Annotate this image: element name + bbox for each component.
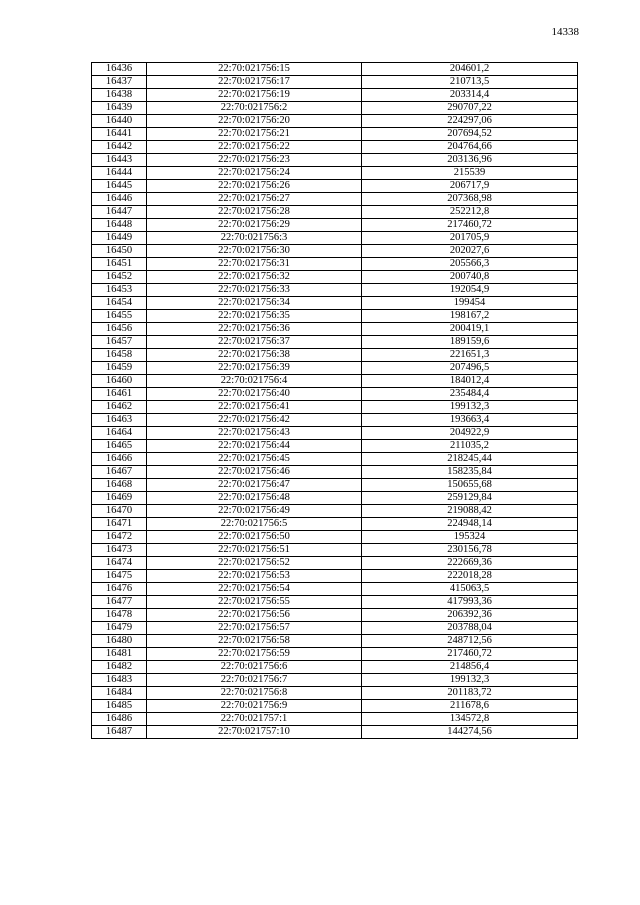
table-row [92,505,578,518]
cadastral-number-cell: 22:70:021756:51 [147,544,362,557]
cadastral-value-cell: 290707,22 [362,102,578,115]
row-number-cell: 16459 [92,362,147,375]
cadastral-number-cell: 22:70:021756:46 [147,466,362,479]
row-number-cell: 16466 [92,453,147,466]
cadastral-number-cell: 22:70:021756:28 [147,206,362,219]
row-number-cell: 16461 [92,388,147,401]
row-number-cell: 16456 [92,323,147,336]
cadastral-number-cell: 22:70:021756:23 [147,154,362,167]
row-number-cell: 16467 [92,466,147,479]
cadastral-number-cell: 22:70:021756:21 [147,128,362,141]
row-number-cell: 16472 [92,531,147,544]
row-number-cell: 16487 [92,726,147,739]
row-number-cell: 16443 [92,154,147,167]
table-row [92,544,578,557]
row-number-cell: 16455 [92,310,147,323]
cadastral-value-cell: 210713,5 [362,76,578,89]
table-row [92,726,578,739]
row-number-cell: 16460 [92,375,147,388]
table-row [92,479,578,492]
row-number-cell: 16484 [92,687,147,700]
row-number-cell: 16448 [92,219,147,232]
cadastral-value-cell: 215539 [362,167,578,180]
table-row [92,362,578,375]
row-number-cell: 16442 [92,141,147,154]
cadastral-number-cell: 22:70:021756:48 [147,492,362,505]
table-row [92,245,578,258]
table-row [92,570,578,583]
table-row [92,661,578,674]
table-row [92,193,578,206]
row-number-cell: 16485 [92,700,147,713]
table-row [92,63,578,76]
cadastral-number-cell: 22:70:021756:30 [147,245,362,258]
cadastral-value-table [91,62,578,739]
cadastral-number-cell: 22:70:021756:31 [147,258,362,271]
table-row [92,492,578,505]
row-number-cell: 16453 [92,284,147,297]
cadastral-value-cell: 259129,84 [362,492,578,505]
cadastral-value-cell: 415063,5 [362,583,578,596]
table-row [92,375,578,388]
row-number-cell: 16473 [92,544,147,557]
row-number-cell: 16478 [92,609,147,622]
cadastral-number-cell: 22:70:021757:10 [147,726,362,739]
cadastral-number-cell: 22:70:021756:8 [147,687,362,700]
row-number-cell: 16444 [92,167,147,180]
table-row [92,427,578,440]
cadastral-value-cell: 204764,66 [362,141,578,154]
table-row [92,557,578,570]
row-number-cell: 16464 [92,427,147,440]
cadastral-value-cell: 199132,3 [362,674,578,687]
row-number-cell: 16468 [92,479,147,492]
cadastral-number-cell: 22:70:021756:35 [147,310,362,323]
table-row [92,713,578,726]
table-row [92,349,578,362]
row-number-cell: 16436 [92,63,147,76]
cadastral-value-cell: 252212,8 [362,206,578,219]
cadastral-value-cell: 195324 [362,531,578,544]
cadastral-value-cell: 207694,52 [362,128,578,141]
cadastral-number-cell: 22:70:021756:54 [147,583,362,596]
row-number-cell: 16465 [92,440,147,453]
table-row [92,310,578,323]
cadastral-value-cell: 207368,98 [362,193,578,206]
row-number-cell: 16452 [92,271,147,284]
table-row [92,232,578,245]
cadastral-value-cell: 201183,72 [362,687,578,700]
table-row [92,297,578,310]
table-row [92,414,578,427]
cadastral-value-cell: 214856,4 [362,661,578,674]
cadastral-value-cell: 200419,1 [362,323,578,336]
cadastral-value-cell: 207496,5 [362,362,578,375]
table-row [92,271,578,284]
cadastral-value-cell: 217460,72 [362,219,578,232]
cadastral-value-cell: 189159,6 [362,336,578,349]
cadastral-value-cell: 206717,9 [362,180,578,193]
cadastral-value-cell: 200740,8 [362,271,578,284]
row-number-cell: 16474 [92,557,147,570]
cadastral-value-cell: 230156,78 [362,544,578,557]
table-row [92,128,578,141]
cadastral-number-cell: 22:70:021756:15 [147,63,362,76]
row-number-cell: 16482 [92,661,147,674]
table-row [92,440,578,453]
cadastral-value-cell: 235484,4 [362,388,578,401]
cadastral-number-cell: 22:70:021756:2 [147,102,362,115]
cadastral-value-cell: 417993,36 [362,596,578,609]
row-number-cell: 16477 [92,596,147,609]
row-number-cell: 16446 [92,193,147,206]
cadastral-value-cell: 193663,4 [362,414,578,427]
cadastral-number-cell: 22:70:021756:50 [147,531,362,544]
cadastral-value-cell: 150655,68 [362,479,578,492]
cadastral-number-cell: 22:70:021756:24 [147,167,362,180]
row-number-cell: 16441 [92,128,147,141]
cadastral-number-cell: 22:70:021756:26 [147,180,362,193]
table-row [92,518,578,531]
cadastral-value-cell: 206392,36 [362,609,578,622]
table-row [92,115,578,128]
cadastral-number-cell: 22:70:021757:1 [147,713,362,726]
table-row [92,323,578,336]
cadastral-value-cell: 202027,6 [362,245,578,258]
table-row [92,167,578,180]
cadastral-number-cell: 22:70:021756:44 [147,440,362,453]
table-row [92,596,578,609]
cadastral-number-cell: 22:70:021756:7 [147,674,362,687]
cadastral-value-cell: 192054,9 [362,284,578,297]
cadastral-value-cell: 204601,2 [362,63,578,76]
cadastral-number-cell: 22:70:021756:39 [147,362,362,375]
cadastral-number-cell: 22:70:021756:34 [147,297,362,310]
row-number-cell: 16451 [92,258,147,271]
cadastral-number-cell: 22:70:021756:58 [147,635,362,648]
cadastral-value-cell: 218245,44 [362,453,578,466]
cadastral-number-cell: 22:70:021756:17 [147,76,362,89]
cadastral-value-cell: 203136,96 [362,154,578,167]
cadastral-number-cell: 22:70:021756:40 [147,388,362,401]
row-number-cell: 16479 [92,622,147,635]
cadastral-number-cell: 22:70:021756:19 [147,89,362,102]
row-number-cell: 16440 [92,115,147,128]
cadastral-number-cell: 22:70:021756:6 [147,661,362,674]
cadastral-number-cell: 22:70:021756:45 [147,453,362,466]
row-number-cell: 16438 [92,89,147,102]
row-number-cell: 16445 [92,180,147,193]
table-row [92,141,578,154]
row-number-cell: 16439 [92,102,147,115]
cadastral-number-cell: 22:70:021756:36 [147,323,362,336]
table-row [92,284,578,297]
cadastral-value-cell: 219088,42 [362,505,578,518]
cadastral-number-cell: 22:70:021756:3 [147,232,362,245]
row-number-cell: 16481 [92,648,147,661]
table-row [92,609,578,622]
cadastral-number-cell: 22:70:021756:29 [147,219,362,232]
cadastral-value-cell: 199454 [362,297,578,310]
cadastral-value-cell: 224948,14 [362,518,578,531]
row-number-cell: 16469 [92,492,147,505]
table-row [92,466,578,479]
cadastral-number-cell: 22:70:021756:27 [147,193,362,206]
cadastral-value-cell: 224297,06 [362,115,578,128]
row-number-cell: 16457 [92,336,147,349]
row-number-cell: 16462 [92,401,147,414]
cadastral-value-cell: 222018,28 [362,570,578,583]
table-body [92,63,578,739]
cadastral-number-cell: 22:70:021756:59 [147,648,362,661]
table-row [92,687,578,700]
cadastral-number-cell: 22:70:021756:9 [147,700,362,713]
cadastral-value-cell: 144274,56 [362,726,578,739]
table-row [92,700,578,713]
table-row [92,674,578,687]
cadastral-number-cell: 22:70:021756:43 [147,427,362,440]
row-number-cell: 16437 [92,76,147,89]
table-row [92,583,578,596]
cadastral-number-cell: 22:70:021756:20 [147,115,362,128]
cadastral-value-cell: 205566,3 [362,258,578,271]
table-row [92,453,578,466]
table-row [92,401,578,414]
cadastral-value-cell: 211678,6 [362,700,578,713]
cadastral-value-cell: 134572,8 [362,713,578,726]
cadastral-number-cell: 22:70:021756:33 [147,284,362,297]
table-row [92,102,578,115]
cadastral-value-cell: 198167,2 [362,310,578,323]
table-row [92,258,578,271]
cadastral-value-cell: 248712,56 [362,635,578,648]
row-number-cell: 16447 [92,206,147,219]
row-number-cell: 16476 [92,583,147,596]
row-number-cell: 16449 [92,232,147,245]
cadastral-number-cell: 22:70:021756:49 [147,505,362,518]
table-row [92,622,578,635]
table-row [92,180,578,193]
cadastral-number-cell: 22:70:021756:57 [147,622,362,635]
cadastral-value-cell: 217460,72 [362,648,578,661]
table-row [92,206,578,219]
cadastral-number-cell: 22:70:021756:41 [147,401,362,414]
row-number-cell: 16483 [92,674,147,687]
cadastral-value-cell: 203788,04 [362,622,578,635]
table-row [92,76,578,89]
row-number-cell: 16471 [92,518,147,531]
row-number-cell: 16458 [92,349,147,362]
table-row [92,635,578,648]
table-row [92,336,578,349]
cadastral-number-cell: 22:70:021756:56 [147,609,362,622]
cadastral-number-cell: 22:70:021756:32 [147,271,362,284]
cadastral-number-cell: 22:70:021756:37 [147,336,362,349]
cadastral-number-cell: 22:70:021756:47 [147,479,362,492]
table-row [92,89,578,102]
cadastral-number-cell: 22:70:021756:52 [147,557,362,570]
cadastral-number-cell: 22:70:021756:53 [147,570,362,583]
cadastral-number-cell: 22:70:021756:22 [147,141,362,154]
cadastral-number-cell: 22:70:021756:42 [147,414,362,427]
row-number-cell: 16454 [92,297,147,310]
cadastral-value-cell: 158235,84 [362,466,578,479]
cadastral-value-cell: 203314,4 [362,89,578,102]
row-number-cell: 16475 [92,570,147,583]
row-number-cell: 16463 [92,414,147,427]
table-row [92,154,578,167]
row-number-cell: 16470 [92,505,147,518]
page-number: 14338 [551,26,579,38]
row-number-cell: 16480 [92,635,147,648]
row-number-cell: 16450 [92,245,147,258]
cadastral-number-cell: 22:70:021756:5 [147,518,362,531]
table-row [92,219,578,232]
cadastral-value-cell: 204922,9 [362,427,578,440]
cadastral-value-cell: 211035,2 [362,440,578,453]
cadastral-value-cell: 201705,9 [362,232,578,245]
cadastral-value-cell: 199132,3 [362,401,578,414]
table-row [92,388,578,401]
cadastral-value-cell: 222669,36 [362,557,578,570]
cadastral-number-cell: 22:70:021756:38 [147,349,362,362]
row-number-cell: 16486 [92,713,147,726]
cadastral-value-cell: 184012,4 [362,375,578,388]
cadastral-number-cell: 22:70:021756:4 [147,375,362,388]
table-row [92,648,578,661]
table-row [92,531,578,544]
cadastral-value-cell: 221651,3 [362,349,578,362]
cadastral-number-cell: 22:70:021756:55 [147,596,362,609]
